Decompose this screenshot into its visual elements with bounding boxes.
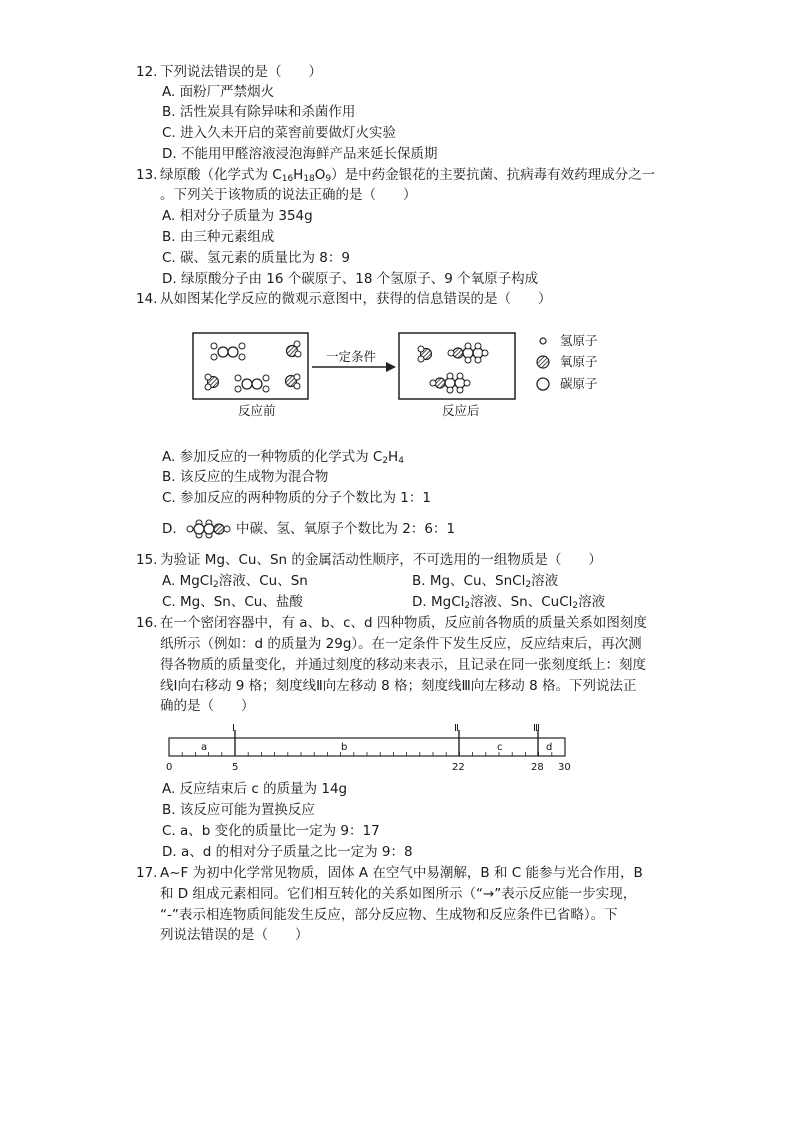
option-d-prefix: D. <box>162 521 177 537</box>
molecule-h2o <box>418 346 432 362</box>
question-stem: 下列说法错误的是（ ） <box>160 64 322 80</box>
question-stem-line: 和 D 组成元素相同。它们相互转化的关系如图所示（“→”表示反应能一步实现， <box>160 886 637 902</box>
question-number: 14. <box>136 291 158 307</box>
question-number: 17. <box>136 865 158 881</box>
legend-hydrogen: 氢原子 <box>560 333 598 348</box>
segment-a: a <box>201 742 208 753</box>
option-c: C. Mg、Sn、Cu、盐酸 <box>162 594 303 610</box>
after-label: 反应后 <box>442 403 480 418</box>
option-c: C. a、b 变化的质量比一定为 9：17 <box>162 823 380 839</box>
question-stem-line: 得各物质的质量变化，并通过刻度的移动来表示，且记录在同一张刻度纸上：刻度 <box>160 657 646 673</box>
option-b: B. 活性炭具有除异味和杀菌作用 <box>162 104 356 120</box>
question-stem-line: 线Ⅰ向右移动 9 格；刻度线Ⅱ向左移动 8 格；刻度线Ⅲ向左移动 8 格。下列说法正 <box>160 678 637 694</box>
question-stem-line: A~F 为初中化学常见物质，固体 A 在空气中易潮解，B 和 C 能参与光合作用，B <box>160 865 643 881</box>
question-number: 13. <box>136 167 158 183</box>
option-a: A. 相对分子质量为 354g <box>162 208 313 224</box>
tick-label-5: 5 <box>232 762 239 773</box>
option-a: A. 面粉厂严禁烟火 <box>162 84 275 100</box>
legend <box>537 333 598 391</box>
tick-label-28: 28 <box>531 762 544 773</box>
question-stem: 为验证 Mg、Cu、Sn 的金属活动性顺序，不可选用的一组物质是（ ） <box>160 552 602 568</box>
option-a: A. 反应结束后 c 的质量为 14g <box>162 781 348 797</box>
legend-oxygen: 氧原子 <box>560 354 598 369</box>
tick-label-0: 0 <box>166 762 173 773</box>
question-number: 12. <box>136 64 158 80</box>
question-number: 15. <box>136 552 158 568</box>
option-d: D. 绿原酸分子由 16 个碳原子、18 个氢原子、9 个氧原子构成 <box>162 271 539 287</box>
option-d-text: 中碳、氢、氧原子个数比为 2：6：1 <box>236 521 456 537</box>
question-stem-line: “-”表示相连物质间能发生反应，部分反应物、生成物和反应条件已省略）。下 <box>160 907 618 923</box>
before-label: 反应前 <box>238 403 276 418</box>
oxygen-legend-icon <box>537 356 549 368</box>
question-stem-line: 列说法错误的是（ ） <box>160 927 309 943</box>
segment-d: d <box>546 742 553 753</box>
question-number: 16. <box>136 615 158 631</box>
tick-label-22: 22 <box>452 762 465 773</box>
tick-label-30: 30 <box>558 762 571 773</box>
question-stem: 从如图某化学反应的微观示意图中，获得的信息错误的是（ ） <box>160 291 552 307</box>
scale-paper <box>160 722 580 774</box>
question-stem-line-2: 。下列关于该物质的说法正确的是（ ） <box>160 187 417 203</box>
option-d: D. a、d 的相对分子质量之比一定为 9：8 <box>162 844 413 860</box>
question-stem-line: 确的是（ ） <box>160 698 255 714</box>
option-a: A. MgCl$_2$溶液、Cu、Sn <box>162 573 308 590</box>
molecule-c2h4 <box>235 375 269 392</box>
molecule-ethanol <box>430 373 470 393</box>
marker-label-2: Ⅱ <box>454 723 459 734</box>
molecule-h2o <box>286 374 301 389</box>
molecule-c2h4 <box>211 343 245 360</box>
option-c: C. 参加反应的两种物质的分子个数比为 1：1 <box>162 490 431 506</box>
question-stem-line-1: 绿原酸（化学式为 $C_{16}H_{18}O_9$）是中药金银花的主要抗菌、抗病毒有效药理成分之一 <box>160 167 656 184</box>
carbon-legend-icon <box>537 378 549 390</box>
option-d: D. 不能用甲醛溶液浸泡海鲜产品来延长保质期 <box>162 146 438 162</box>
segment-c: c <box>497 742 503 753</box>
option-c: C. 进入久未开启的菜窖前要做灯火实验 <box>162 125 397 141</box>
marker-label-3: Ⅲ <box>533 723 540 734</box>
molecule-ethanol <box>448 343 488 363</box>
reaction-diagram <box>190 325 630 425</box>
legend-carbon: 碳原子 <box>560 376 598 391</box>
option-c: C. 碳、氢元素的质量比为 8：9 <box>162 250 350 266</box>
question-stem-line: 纸所示（例如：d 的质量为 29g）。在一定条件下发生反应，反应结束后，再次测 <box>160 636 642 652</box>
molecule-h2o <box>287 341 302 357</box>
hydrogen-legend-icon <box>540 338 546 344</box>
option-d: D. MgCl$_2$溶液、Sn、CuCl$_2$溶液 <box>412 594 606 611</box>
arrow-head <box>386 362 396 372</box>
option-b: B. Mg、Cu、SnCl$_2$溶液 <box>412 573 559 590</box>
segment-b: b <box>341 742 348 753</box>
option-b: B. 由三种元素组成 <box>162 229 275 245</box>
option-b: B. 该反应可能为置换反应 <box>162 802 315 818</box>
question-stem-line: 在一个密闭容器中，有 a、b、c、d 四种物质，反应前各物质的质量关系如图刻度 <box>160 615 647 631</box>
option-a: A. 参加反应的一种物质的化学式为 $C_2H_4$ <box>162 449 404 466</box>
ethanol-molecule-inline <box>183 517 235 541</box>
marker-label-1: Ⅰ <box>232 723 235 734</box>
molecule-h2o <box>205 374 219 390</box>
reaction-condition: 一定条件 <box>326 349 377 364</box>
option-b: B. 该反应的生成物为混合物 <box>162 469 329 485</box>
